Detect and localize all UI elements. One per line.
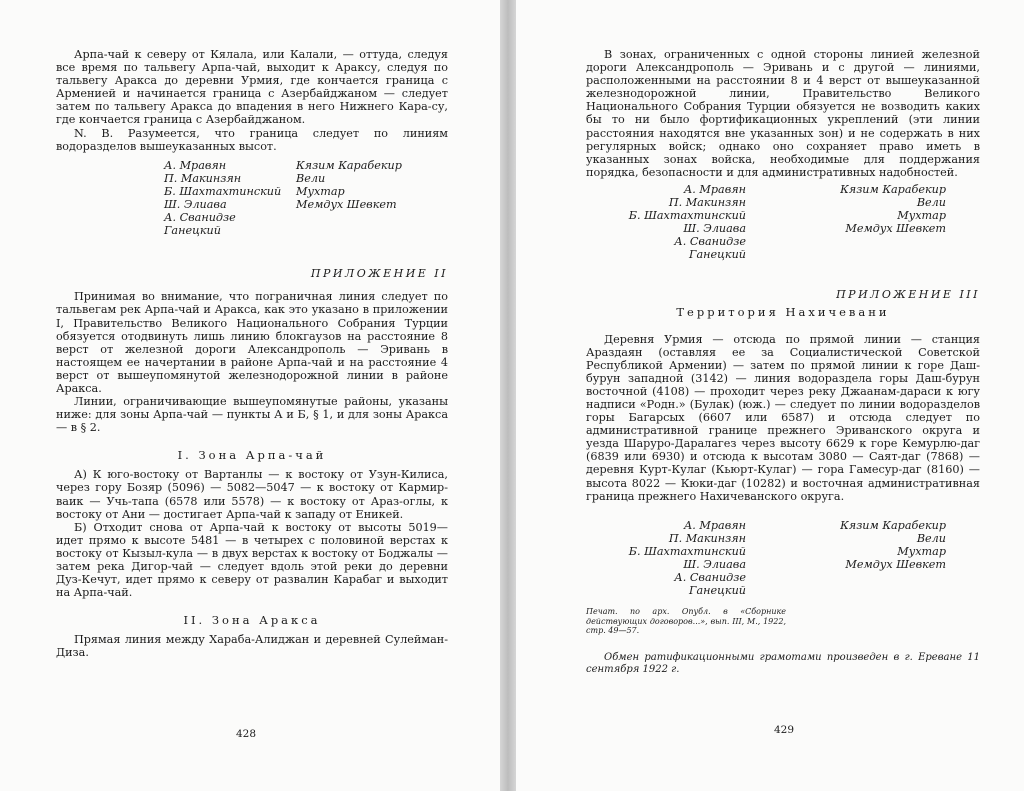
right-page xyxy=(516,0,1024,791)
signature-name: Мемдух Шевкет xyxy=(845,558,946,571)
signatures-turkish xyxy=(816,519,946,598)
signature-name: Б. Шахтахтинский xyxy=(628,544,746,558)
signature-name: А. Мравян xyxy=(164,158,227,172)
signatures-soviet xyxy=(586,519,746,598)
signature-name: Вели xyxy=(916,531,946,545)
signature-block xyxy=(56,159,448,238)
signature-name: А. Сванидзе xyxy=(674,235,746,249)
signature-name: Мухтар xyxy=(897,209,946,223)
signature-name: Мемдух Шевкет xyxy=(845,222,946,236)
signature-name: Вели xyxy=(916,196,946,210)
signature-name: П. Макинзян xyxy=(164,171,242,185)
paragraph-lines: Линии, ограничивающие вышеупомянутые районы, указаны ниже: для зоны Арпа-чай — пункты А и Б, § 1, и для зоны Аракса — в § 2. xyxy=(56,395,448,435)
paragraph-line: Прямая линия между Хараба-Алиджан и деревней Сулейман-Диза. xyxy=(56,633,448,660)
signature-name: Мухтар xyxy=(296,184,345,198)
signature-name: Вели xyxy=(296,171,326,185)
left-page xyxy=(0,0,500,791)
signature-name: П. Макинзян xyxy=(668,531,746,545)
signature-name: Ганецкий xyxy=(164,224,221,238)
signature-name: Кязим Карабекир xyxy=(840,182,946,196)
signature-name: Б. Шахтахтинский xyxy=(164,184,282,198)
paragraph-accept: Принимая во внимание, что пограничная линия следует по тальвегам рек Арпа-чай и Аракса, как это указано в приложении I, Правительство Великого Национального Собрания Турции обязуется отодвинуть лишь линию блокгаузов на расстояние 8 верст от железной дороги Александрополь — Эривань в настоящем ее начертании в районе Арпа-чай и на расстояние 4 верст от вышеупомянутой железнодорожной линии в районе Аракса. xyxy=(56,290,448,395)
signature-name: Кязим Карабекир xyxy=(296,158,402,172)
signature-name: Ганецкий xyxy=(689,248,746,262)
ratification-note: Обмен ратификационными грамотами произведен в г. Ереване 11 сентября 1922 г. xyxy=(586,651,980,675)
appendix-heading: ПРИЛОЖЕНИЕ III xyxy=(836,287,980,301)
signature-name: Б. Шахтахтинский xyxy=(628,209,746,223)
signature-block xyxy=(586,183,980,262)
signature-name: П. Макинзян xyxy=(668,196,746,210)
paragraph-b: Б) Отходит снова от Арпа-чай к востоку от высоты 5019— идет прямо к высоте 5481 — в четырех с половиной верстах к востоку от Кызыл-кула — в двух верстах к востоку от Боджалы — затем река Дигор-чай — следует вдоль этой реки до деревни Дуз-Кечут, идет прямо к северу от развалин Карабаг и выходит на Арпа-чай. xyxy=(56,520,448,600)
signature-name: Ш. Элиава xyxy=(683,558,746,571)
signature-name: Ш. Элиава xyxy=(683,222,746,236)
paragraph-nb: N. B. Разумеется, что граница следует по линиям водоразделов вышеуказанных высот. xyxy=(56,126,448,153)
territory-title: Территория Нахичевани xyxy=(676,304,890,319)
signature-block xyxy=(586,519,980,598)
page-number: 429 xyxy=(774,724,795,736)
signature-name: А. Мравян xyxy=(683,182,746,196)
signature-name: А. Мравян xyxy=(683,518,746,532)
signature-name: Мемдух Шевкет xyxy=(296,198,397,212)
signature-name: Кязим Карабекир xyxy=(840,518,946,532)
signatures-soviet xyxy=(164,159,292,238)
section-heading: I. Зона Арпа-чай xyxy=(177,448,327,463)
signatures-turkish xyxy=(816,183,946,262)
paragraph-zones: В зонах, ограниченных с одной стороны линией железной дороги Александрополь — Эривань и с другой — линиями, расположенными на расстоянии 8 и 4 верст от вышеуказанной железнодорожной линии, Правительство Великого Национального Собрания Турции обязуется не возводить каких бы то ни было фортификационных укреплений (эти линии расстояния находятся вне указанных зон) и не содержать в них регулярных войск; однако оно сохраняет право иметь в указанных зонах войска, необходимые для поддержания порядка, безопасности и для административных надобностей. xyxy=(586,48,980,179)
page-number: 428 xyxy=(236,728,257,740)
section-heading: II. Зона Аракса xyxy=(183,613,321,628)
source-note: Печат. по арх. Опубл. в «Сборнике действующих договоров...», вып. III, М., 1922, стр. 49—57. xyxy=(586,607,786,636)
signature-name: Мухтар xyxy=(897,544,946,558)
signatures-turkish xyxy=(296,159,402,238)
paragraph-intro: Арпа-чай к северу от Кялала, или Калали, — оттуда, следуя все время по тальвегу Арпа-чай, выходит к Араксу, следуя по тальвегу Аракса до деревни Урмия, где кончается граница с Арменией и начинается граница с Азербайджаном — следует затем по тальвегу Аракса до впадения в него Нижнего Кара-су, где кончается граница с Азербайджаном. xyxy=(56,48,448,127)
signature-name: А. Сванидзе xyxy=(164,211,236,225)
signature-name: Ганецкий xyxy=(689,584,746,598)
signature-name: Ш. Элиава xyxy=(164,198,227,212)
paragraph-village: Деревня Урмия — отсюда по прямой линии — станция Араздаян (оставляя ее за Социалистической Советской Республикой Армении) — затем по прямой линии к горе Даш-бурун западной (3142) — линия водораздела горы Даш-бурун восточной (4108) — проходит через реку Джаанам-дараси к югу надписи «Родн.» (Булак) (юж.) — следует по линии водоразделов горы Багарсых (6607 или 6587) и отсюда следует по административной границе прежнего Эриванского округа и уезда Шаруро-Даралагез через высоту 6629 к горе Кемурлю-даг (6839 или 6930) и отсюда к высотам 3080 — Саят-даг (7868) — деревня Курт-Кулаг (Кьюрт-Кулаг) — гора Гамесур-даг (8160) — высота 8022 — Кюки-даг (10282) и восточная административная граница прежнего Нахичеванского округа. xyxy=(586,332,980,503)
signatures-soviet xyxy=(586,183,746,262)
appendix-heading: ПРИЛОЖЕНИЕ II xyxy=(310,267,448,281)
book-gutter xyxy=(500,0,516,791)
paragraph-a: А) К юго-востоку от Вартанлы — к востоку от Узун-Килиса, через гору Бозяр (5096) — 5082—5047 — к востоку от Кармир-ваик — Учь-тапа (6578 или 5578) — к востоку от Араз-оглы, к востоку от Ани — достигает Арпа-чай к западу от Еникей. xyxy=(56,468,448,521)
signature-name: А. Сванидзе xyxy=(674,571,746,585)
